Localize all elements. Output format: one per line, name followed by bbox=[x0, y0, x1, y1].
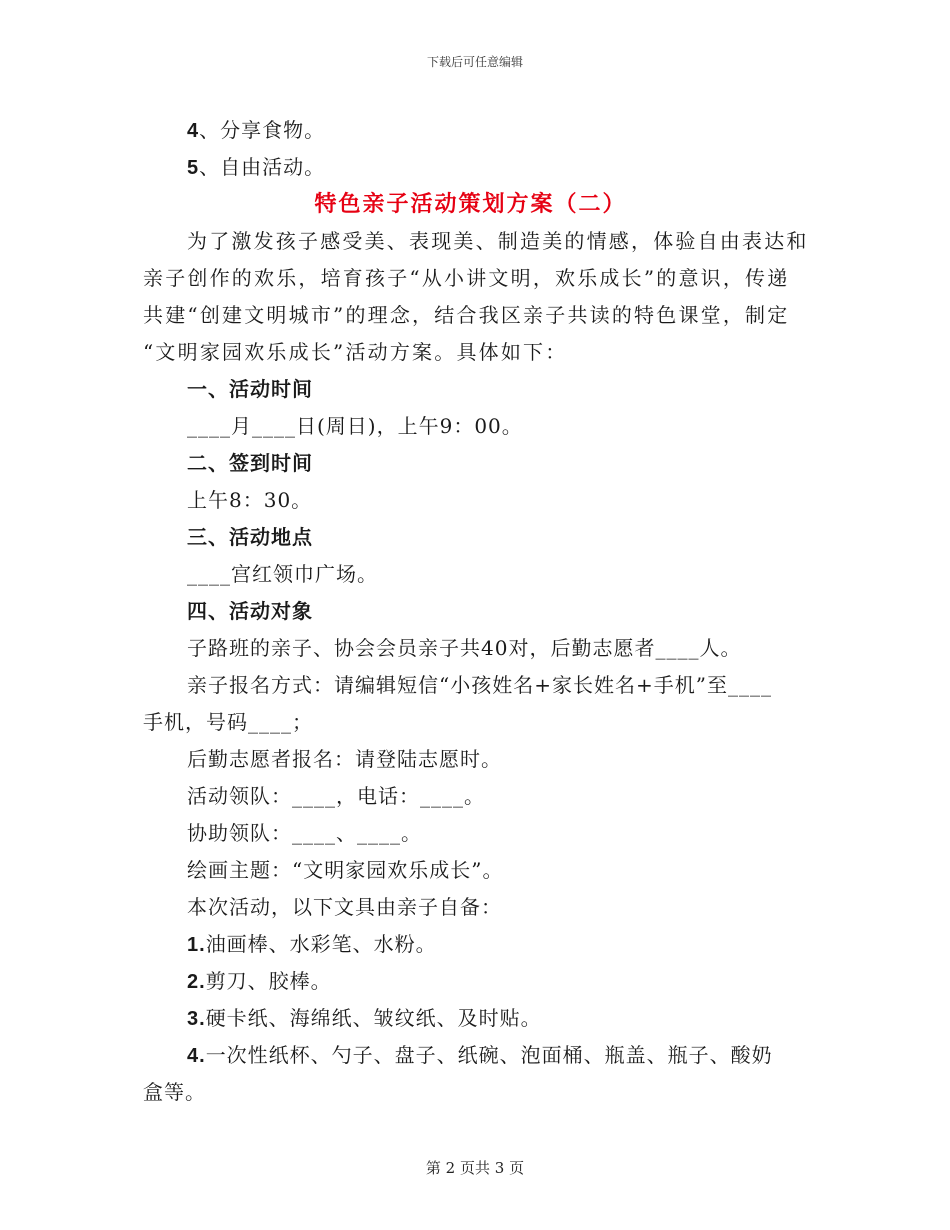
document-title: 特色亲子活动策划方案（二） bbox=[314, 192, 627, 217]
item-text: 、分享食物。 bbox=[199, 118, 326, 142]
assist-text: 协助领队：____、____。 bbox=[187, 821, 422, 845]
intro-line: 为了激发孩子感受美、表现美、制造美的情感，体验自由表达和 bbox=[187, 229, 809, 253]
supply-item-continued: 盒等。 bbox=[143, 1080, 206, 1104]
supply-text: 剪刀、胶棒。 bbox=[205, 969, 332, 993]
item-text: 、自由活动。 bbox=[199, 155, 326, 179]
list-item bbox=[143, 112, 798, 149]
supply-item bbox=[143, 926, 798, 963]
document-body bbox=[143, 112, 809, 1111]
signup-text-continued: 手机，号码____； bbox=[143, 710, 313, 734]
intro-line: “文明家园欢乐成长”活动方案。具体如下： bbox=[143, 340, 568, 364]
page-footer: 第 2 页共 3 页 bbox=[425, 1159, 525, 1177]
page-header: 下载后可任意编辑 bbox=[426, 55, 523, 69]
section-heading-target: 四、活动对象 bbox=[187, 599, 313, 623]
signin-text: 上午8：30。 bbox=[187, 488, 313, 512]
theme-text: 绘画主题：“文明家园欢乐成长”。 bbox=[187, 858, 504, 882]
signup-text: 亲子报名方式：请编辑短信“小孩姓名+家长姓名+手机”至____ bbox=[187, 673, 772, 697]
item-number: 4 bbox=[187, 120, 200, 142]
supply-number: 2. bbox=[187, 971, 206, 993]
time-text: ____月____日(周日)，上午9：00。 bbox=[187, 414, 523, 438]
supply-number: 1. bbox=[187, 934, 206, 956]
section-heading-time: 一、活动时间 bbox=[187, 377, 313, 401]
supply-number: 3. bbox=[187, 1008, 206, 1030]
supply-item bbox=[143, 1000, 798, 1037]
section-heading-signin: 二、签到时间 bbox=[187, 451, 313, 475]
list-item bbox=[143, 149, 798, 186]
supply-number: 4. bbox=[187, 1045, 206, 1067]
intro-line: 共建“创建文明城市”的理念，结合我区亲子共读的特色课堂，制定 bbox=[143, 303, 790, 327]
section-heading-place: 三、活动地点 bbox=[187, 525, 313, 549]
supply-text: 油画棒、水彩笔、水粉。 bbox=[205, 932, 437, 956]
item-number: 5 bbox=[187, 157, 200, 179]
leader-text: 活动领队：____，电话：____。 bbox=[187, 784, 485, 808]
target-text: 子路班的亲子、协会会员亲子共40对，后勤志愿者____人。 bbox=[187, 636, 742, 660]
supplies-intro: 本次活动，以下文具由亲子自备： bbox=[187, 895, 502, 919]
supply-item bbox=[143, 1037, 798, 1074]
place-text: ____宫红领巾广场。 bbox=[187, 562, 378, 586]
intro-line: 亲子创作的欢乐，培育孩子“从小讲文明，欢乐成长”的意识，传递 bbox=[143, 266, 790, 290]
supply-text: 硬卡纸、海绵纸、皱纹纸、及时贴。 bbox=[205, 1006, 542, 1030]
volunteer-text: 后勤志愿者报名：请登陆志愿时。 bbox=[187, 747, 502, 771]
intro-paragraph bbox=[143, 223, 809, 371]
supply-text: 一次性纸杯、勺子、盘子、纸碗、泡面桶、瓶盖、瓶子、酸奶 bbox=[205, 1043, 773, 1067]
supply-item bbox=[143, 963, 798, 1000]
